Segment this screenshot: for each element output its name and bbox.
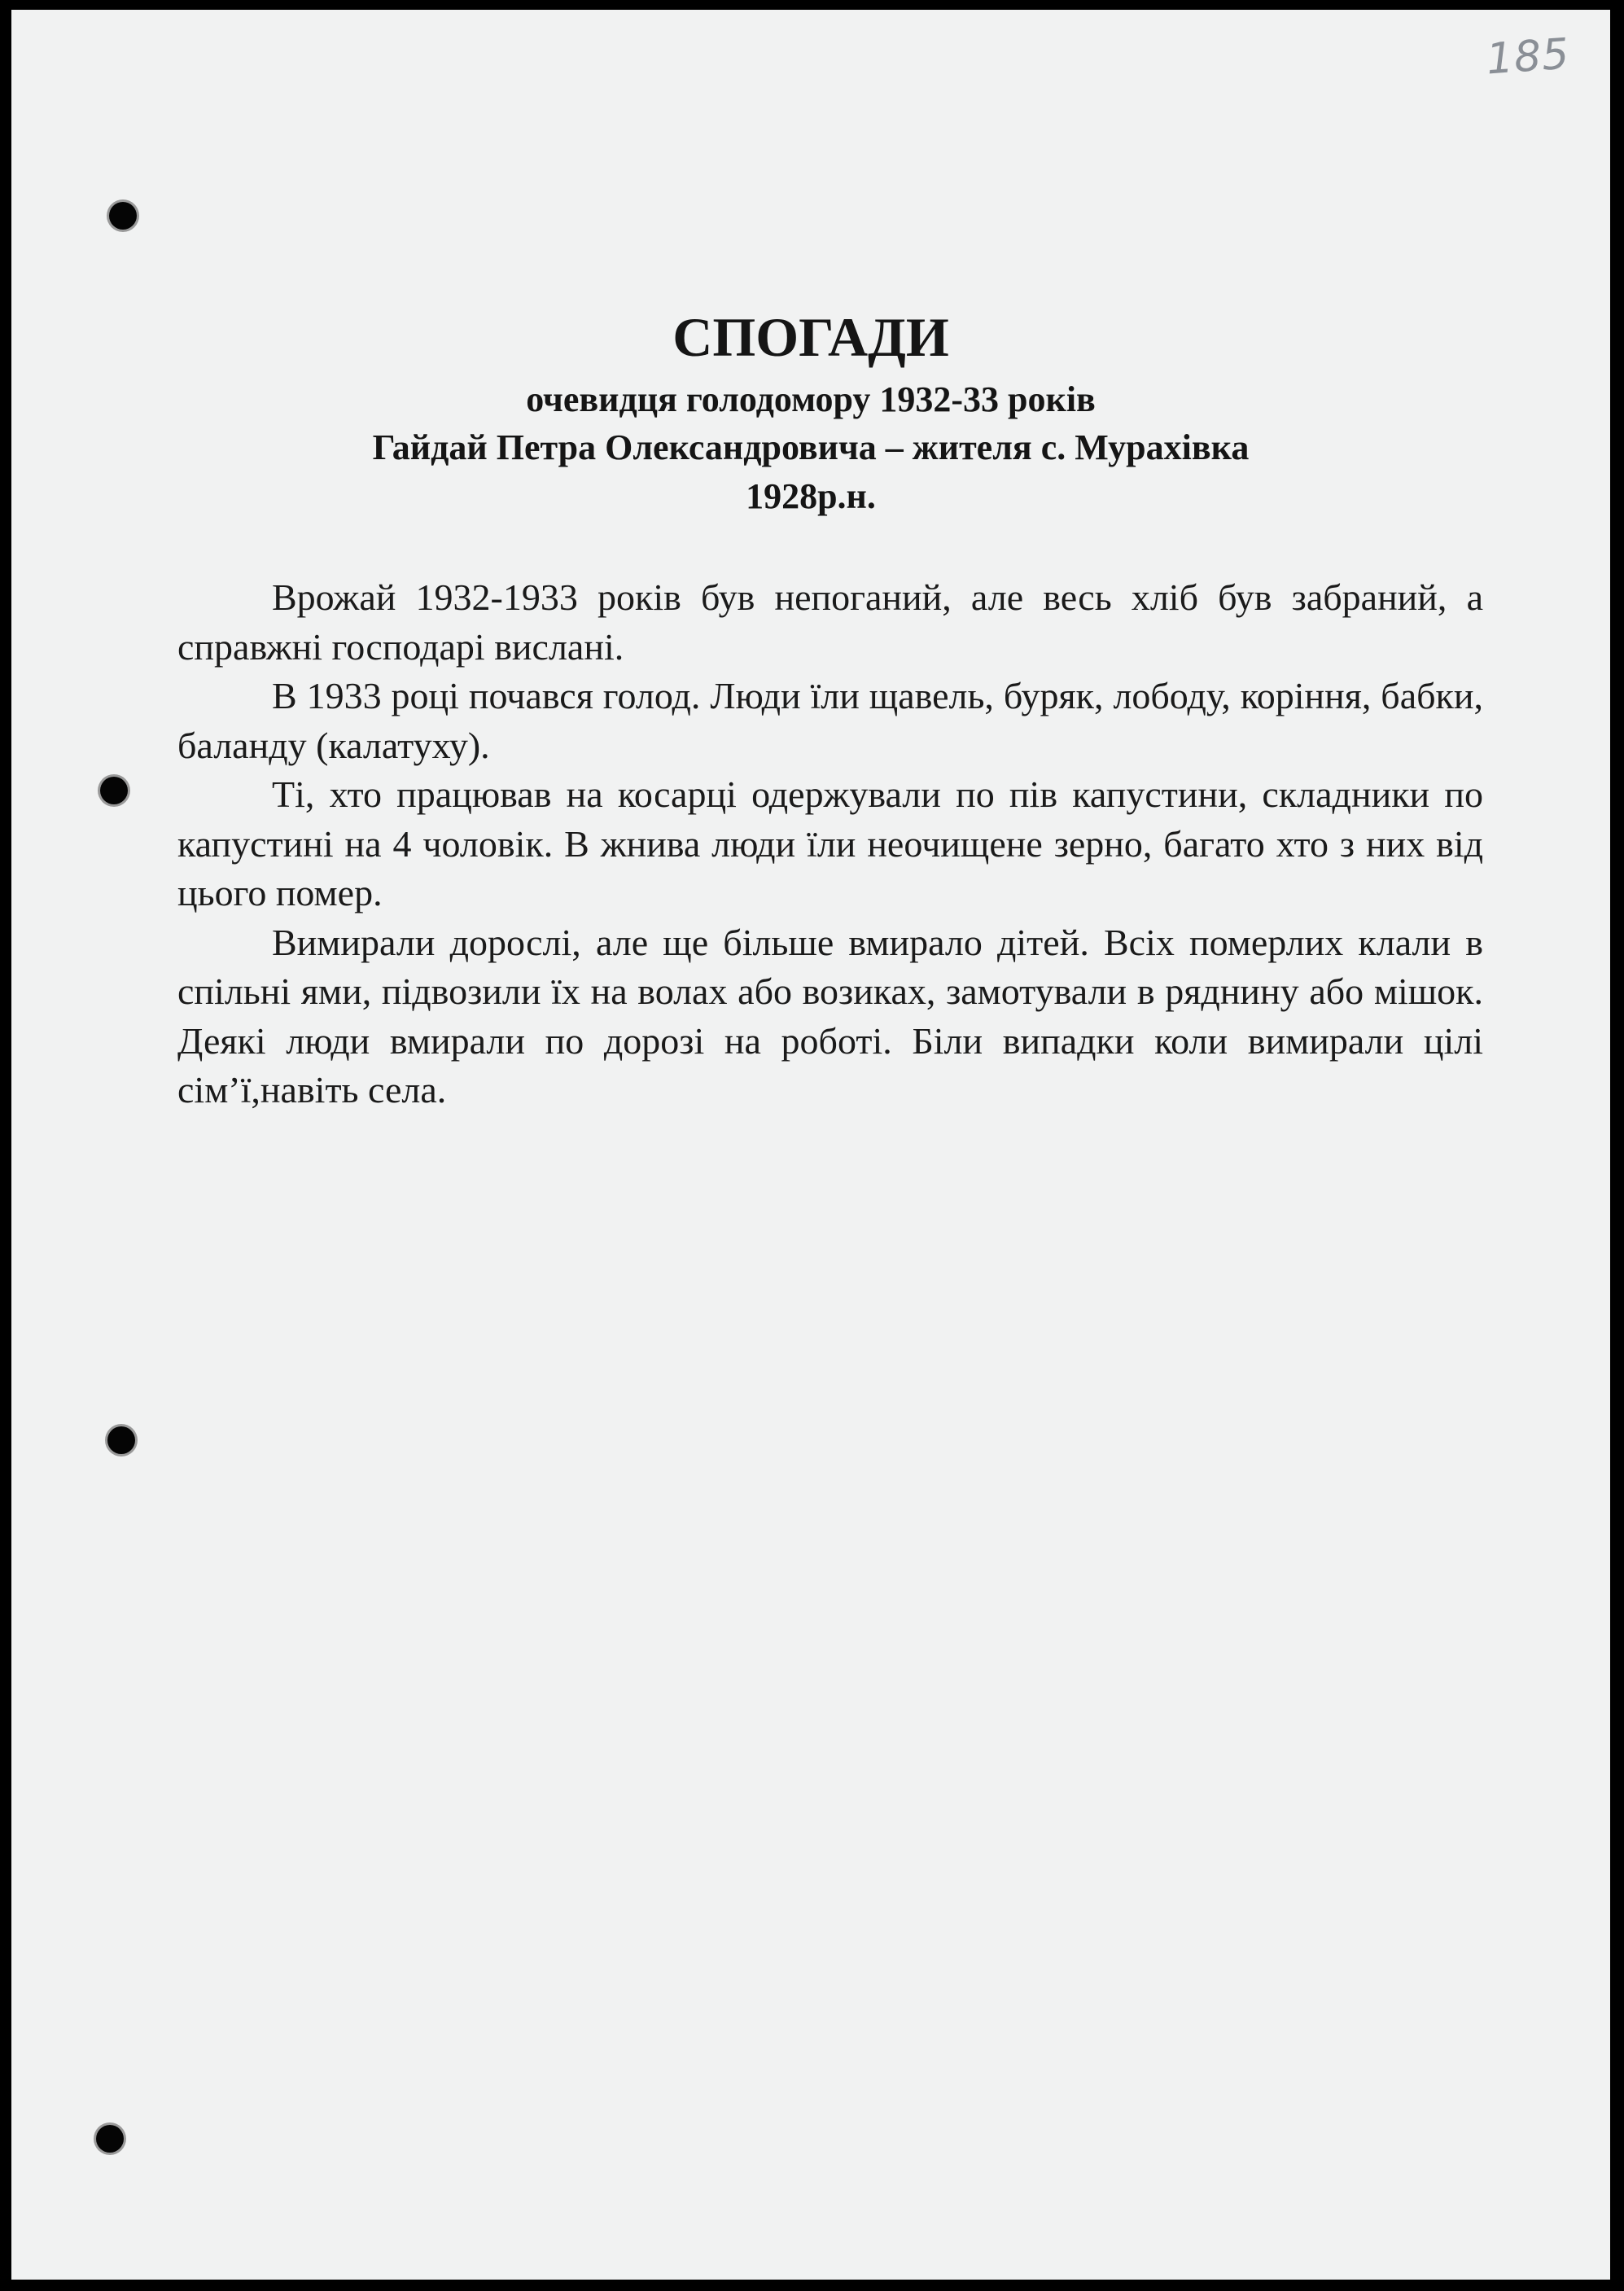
subtitle-line: очевидця голодомору 1932-33 років: [526, 379, 1096, 419]
document-body: [177, 573, 1483, 1115]
punch-hole: [107, 1426, 135, 1454]
document-title: СПОГАДИ: [672, 306, 949, 368]
paragraph: Ті, хто працював на косарці одержували по пів капустини, складники по капустині на 4 чоловік. В жнива люди їли неочищене зерно, багато хто з них від цього помер.: [177, 773, 1483, 913]
subtitle-line: 1928р.н.: [746, 476, 876, 516]
subtitle-line: Гайдай Петра Олександровича – жителя с. Мурахівка: [372, 427, 1250, 467]
paragraph: В 1933 році почався голод. Люди їли щавель, буряк, лободу, коріння, бабки, баланду (калатуху).: [177, 675, 1483, 766]
punch-hole: [96, 2125, 124, 2153]
punch-hole: [100, 777, 128, 804]
paragraph: Врожай 1932-1933 років був непоганий, але весь хліб був забраний, а справжні господарі вислані.: [177, 576, 1483, 668]
handwritten-page-number: 185: [1485, 29, 1572, 85]
document-page: [11, 10, 1610, 2280]
paragraph: Вимирали дорослі, але ще більше вмирало дітей. Всіх померлих клали в спільні ями, підвозили їх на волах або возиках, замотували в ряднину або мішок. Деякі люди вмирали по дорозі на роботі. Біли випадки коли вимирали цілі сім’ї,навіть села.: [177, 921, 1483, 1110]
punch-hole: [109, 202, 137, 230]
